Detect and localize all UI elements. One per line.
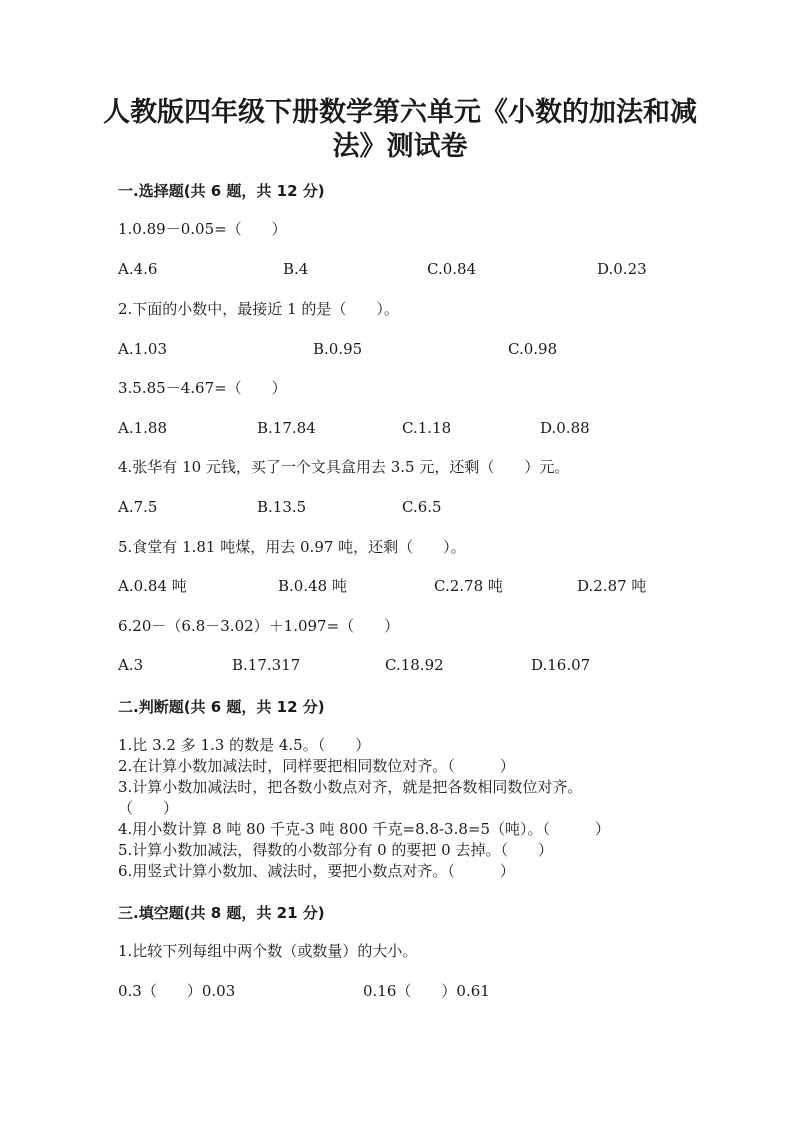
judge-item: 2.在计算小数加减法时，同样要把相同数位对齐。（ ）	[118, 757, 515, 775]
option-a: A.4.6	[118, 260, 158, 278]
judge-item-answer-blank: （ ）	[118, 799, 179, 817]
option-b: B.17.84	[257, 419, 316, 437]
option-b: B.4	[283, 260, 309, 278]
question-stem: 1.0.89－0.05=（ ）	[118, 220, 287, 238]
exam-title	[100, 96, 700, 164]
question-stem: 3.5.85－4.67=（ ）	[118, 379, 287, 397]
option-a: A.0.84 吨	[118, 577, 187, 595]
option-c: C.2.78 吨	[434, 577, 503, 595]
option-b: B.0.95	[313, 340, 363, 358]
question-stem: 5.食堂有 1.81 吨煤，用去 0.97 吨，还剩（ ）。	[118, 538, 466, 556]
option-b: B.0.48 吨	[278, 577, 347, 595]
option-b: B.13.5	[257, 498, 307, 516]
question-stem: 4.张华有 10 元钱，买了一个文具盒用去 3.5 元，还剩（ ）元。	[118, 458, 570, 476]
option-b: B.17.317	[232, 656, 301, 674]
option-a: A.1.88	[118, 419, 167, 437]
option-d: D.0.88	[540, 419, 590, 437]
option-c: C.18.92	[385, 656, 444, 674]
judge-item: 4.用小数计算 8 吨 80 千克-3 吨 800 千克=8.8-3.8=5（吨）。（ ）	[118, 820, 611, 838]
option-a: A.1.03	[118, 340, 167, 358]
option-a: A.7.5	[118, 498, 158, 516]
section-heading-true-false: 二.判断题(共 6 题，共 12 分)	[118, 698, 325, 716]
section-heading-fill-blank: 三.填空题(共 8 题，共 21 分)	[118, 904, 325, 922]
section-heading-choice: 一.选择题(共 6 题，共 12 分)	[118, 182, 325, 200]
judge-item: 6.用竖式计算小数加、减法时，要把小数点对齐。（ ）	[118, 862, 515, 880]
title-line-1: 人教版四年级下册数学第六单元《小数的加法和减	[103, 97, 697, 128]
compare-part: 0.3（ ）0.03	[118, 982, 236, 1000]
option-d: D.2.87 吨	[577, 577, 647, 595]
question-stem: 2.下面的小数中，最接近 1 的是（ ）。	[118, 300, 399, 318]
option-d: D.16.07	[531, 656, 591, 674]
option-c: C.0.84	[427, 260, 477, 278]
judge-item: 5.计算小数加减法，得数的小数部分有 0 的要把 0 去掉。（ ）	[118, 841, 553, 859]
question-stem: 6.20－（6.8－3.02）＋1.097=（ ）	[118, 617, 400, 635]
option-a: A.3	[118, 656, 144, 674]
option-c: C.1.18	[402, 419, 452, 437]
title-line-2: 法》测试卷	[332, 131, 468, 162]
option-c: C.0.98	[508, 340, 558, 358]
question-stem: 1.比较下列每组中两个数（或数量）的大小。	[118, 942, 418, 960]
option-c: C.6.5	[402, 498, 442, 516]
judge-item: 1.比 3.2 多 1.3 的数是 4.5。（ ）	[118, 736, 371, 754]
judge-item: 3.计算小数加减法时，把各数小数点对齐，就是把各数相同数位对齐。	[118, 778, 583, 796]
compare-part: 0.16（ ）0.61	[363, 982, 490, 1000]
option-d: D.0.23	[597, 260, 647, 278]
